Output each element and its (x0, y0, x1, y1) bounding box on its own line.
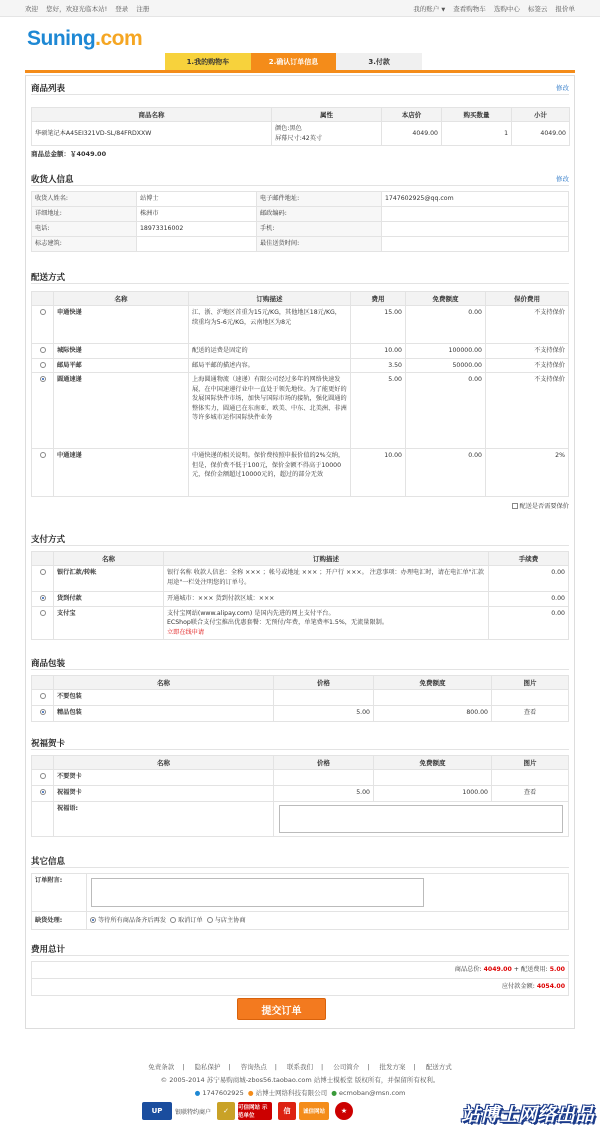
shipping-insure: 不支持保价 (486, 373, 569, 449)
shipping-table (31, 291, 569, 497)
shortage-radio[interactable] (207, 917, 213, 923)
shipping-title: 配送方式 (31, 272, 66, 283)
other-info-title: 其它信息 (31, 856, 66, 867)
product-attr: 屏幕尺寸:42英寸 (275, 134, 323, 142)
totals-table (31, 961, 569, 996)
field-label: 手机: (257, 222, 382, 237)
insure-label: 配送是否需要保价 (519, 503, 569, 510)
trust-badges (142, 1102, 353, 1120)
chevron-down-icon: ▼ (441, 6, 446, 13)
totals-line (32, 979, 569, 996)
col-header (32, 552, 54, 566)
site-logo[interactable] (27, 27, 142, 51)
table-row (32, 962, 569, 979)
shopping-center-link[interactable]: 选购中心 (493, 4, 520, 13)
field-label: 详细地址: (32, 207, 137, 222)
table-row[interactable] (32, 770, 569, 786)
product-total-value: ￥4049.00 (70, 150, 107, 158)
view-packaging-link[interactable]: 查看 (492, 706, 569, 722)
packaging-section (31, 656, 569, 722)
shortage-option-label: 与店主协商 (214, 916, 246, 924)
card-message-label: 祝福语: (54, 802, 274, 837)
field-value: 18973316002 (137, 222, 257, 237)
section-title (31, 172, 569, 186)
shipping-section (31, 270, 569, 510)
top-bar-right (407, 4, 575, 13)
card-title: 祝福贺卡 (31, 738, 66, 749)
consignee-table (31, 191, 569, 252)
field-label: 电话: (32, 222, 137, 237)
table-row (32, 874, 569, 912)
shipping-insure: 不支持保价 (486, 306, 569, 344)
shortage-radio[interactable] (170, 917, 176, 923)
amount-due-value: 4054.00 (536, 983, 565, 991)
register-link[interactable]: 注册 (136, 4, 150, 13)
copyright: © 2005-2014 苏宁易购商城-zbos56.taobao.com 站博士模板堂 版权所有，并保留所有权利。 (160, 1076, 440, 1084)
table-row[interactable] (32, 606, 569, 640)
payment-name: 货到付款 (54, 592, 164, 607)
table-row[interactable] (32, 566, 569, 592)
shipping-fee: 10.00 (351, 344, 406, 359)
product-list-section (31, 81, 569, 158)
table-row[interactable] (32, 358, 569, 373)
quote-link[interactable]: 报价单 (555, 4, 575, 13)
table-row (32, 237, 569, 252)
watermark: 站博士网络出品 (460, 1104, 594, 1126)
consignee-section (31, 172, 569, 252)
table-row[interactable] (32, 592, 569, 607)
shipping-insure: 不支持保价 (486, 344, 569, 359)
shortage-radio[interactable] (90, 917, 96, 923)
col-header: 价格 (274, 676, 374, 690)
badge-label: 可信网站 示范单位 (238, 1102, 272, 1120)
login-link[interactable]: 登录 (115, 4, 129, 13)
order-note-label: 订单附言: (32, 874, 87, 912)
table-row (32, 207, 569, 222)
shipping-fee-value: 5.00 (549, 966, 565, 974)
col-header: 免费额度 (374, 756, 492, 770)
field-value (382, 222, 569, 237)
field-label: 邮政编码: (257, 207, 382, 222)
col-header: 小计 (512, 108, 570, 122)
integrity-badge[interactable] (278, 1102, 329, 1120)
table-row[interactable] (32, 373, 569, 449)
product-table (31, 107, 570, 146)
table-row[interactable] (32, 690, 569, 706)
contact-qq: 1747602925 (202, 1089, 244, 1097)
field-value: 株洲市 (137, 207, 257, 222)
field-value: 1747602925@qq.com (382, 192, 569, 207)
shipping-fee: 15.00 (351, 306, 406, 344)
col-header: 名称 (54, 552, 164, 566)
col-header: 保价费用 (486, 292, 569, 306)
section-title (31, 656, 569, 670)
shipping-free: 100000.00 (406, 344, 486, 359)
logo-main: Suning (27, 27, 96, 50)
footer-link[interactable]: 隐私保护 (194, 1063, 221, 1071)
shipping-fee-label: + 配送费用: (511, 966, 550, 974)
packaging-name: 精品包装 (54, 706, 274, 722)
shipping-radio[interactable] (40, 347, 46, 353)
product-name-link[interactable]: 华硕笔记本A45EI321VD-SL/84FRDXXW (32, 122, 272, 146)
apply-online-link[interactable]: 立即在线申请 (167, 628, 205, 636)
goods-total-label: 商品总价: (454, 966, 484, 974)
product-qty: 1 (442, 122, 512, 146)
card-name: 祝福贺卡 (54, 786, 274, 802)
footer-link[interactable]: 批发方案 (379, 1063, 406, 1071)
shipping-fee: 3.50 (351, 358, 406, 373)
section-title (31, 532, 569, 546)
col-header: 免费额度 (374, 676, 492, 690)
shipping-insure: 2% (486, 449, 569, 497)
shortage-label: 缺货处理: (32, 912, 87, 930)
payment-fee: 0.00 (489, 606, 569, 640)
table-row[interactable] (32, 449, 569, 497)
table-row[interactable] (32, 306, 569, 344)
packaging-free: 800.00 (374, 706, 492, 722)
section-title (31, 270, 569, 284)
insure-option[interactable] (31, 501, 569, 510)
payment-table (31, 551, 569, 640)
shipping-free: 0.00 (406, 449, 486, 497)
shipping-radio[interactable] (40, 362, 46, 368)
view-card-link[interactable]: 查看 (492, 786, 569, 802)
col-header (32, 292, 54, 306)
packaging-radio[interactable] (40, 709, 46, 715)
packaging-table (31, 675, 569, 722)
card-message-input[interactable] (279, 805, 563, 833)
my-account-label: 我的账户 (413, 4, 440, 13)
table-header-row (32, 292, 569, 306)
payment-fee: 0.00 (489, 592, 569, 607)
shipping-name: 圆通速递 (54, 373, 189, 449)
contact-row (0, 1088, 600, 1097)
product-attrs (272, 122, 382, 146)
field-label: 标志建筑: (32, 237, 137, 252)
payment-desc-line: ECShop联合支付宝推出优惠套餐：无预付/年费，单笔费率1.5%，无流量限制。 (167, 619, 389, 626)
totals-title: 费用总计 (31, 944, 66, 955)
insure-checkbox[interactable] (512, 503, 518, 509)
field-value (382, 237, 569, 252)
col-header: 名称 (54, 756, 274, 770)
payment-name: 支付宝 (54, 606, 164, 640)
packaging-title: 商品包装 (31, 658, 66, 669)
table-row[interactable] (32, 786, 569, 802)
other-info-section (31, 854, 569, 930)
goods-total-value: 4049.00 (483, 966, 512, 974)
payment-desc: 银行名称 收款人信息：全称 ××× ；帐号或地址 ××× ；开户行 ×××。 注意事项：办理电汇时，请在电汇单"汇款用途"一栏处注明您的订单号。 (164, 566, 489, 592)
footer-links: 免责条款 | 隐私保护 | 咨询热点 | 联系我们 | 公司简介 | 批发方案 | 配送方式 (148, 1063, 452, 1071)
field-label: 收货人姓名: (32, 192, 137, 207)
shortage-option-label: 取消订单 (177, 916, 203, 924)
shipping-desc: 配送的运费是固定的 (189, 344, 351, 359)
edit-products-link[interactable]: 修改 (556, 84, 569, 92)
packaging-pic (492, 690, 569, 706)
table-row (32, 122, 570, 146)
badge-label: 银联特约商户 (175, 1108, 212, 1116)
col-header: 名称 (54, 292, 189, 306)
submit-order-button[interactable]: 提交订单 (237, 998, 326, 1020)
table-row (32, 192, 569, 207)
step-pay: 3.付款 (336, 53, 422, 70)
col-header: 价格 (274, 756, 374, 770)
field-value (382, 207, 569, 222)
section-title (31, 854, 569, 868)
shipping-radio[interactable] (40, 309, 46, 315)
shipping-desc: 上海圆通物流（速递）有限公司经过多年的网络快速发展，在中国速递行业中一直处于领先地位。为了能更好的发展国际快件市场，加快与国际市场的接轨，强化圆通的整体实力，圆通已在东南亚、欧美、中东、北美洲、非洲等许多城市运作国际快件业务 (189, 373, 351, 449)
footer-link[interactable]: 配送方式 (425, 1063, 452, 1071)
my-account-link[interactable] (413, 5, 445, 13)
payment-title: 支付方式 (31, 534, 66, 545)
shortage-options (87, 912, 569, 930)
col-header: 订购描述 (164, 552, 489, 566)
col-header: 手续费 (489, 552, 569, 566)
col-header: 订购描述 (189, 292, 351, 306)
card-price: 5.00 (274, 786, 374, 802)
section-title (31, 736, 569, 750)
col-header: 属性 (272, 108, 382, 122)
shipping-insure: 不支持保价 (486, 358, 569, 373)
shipping-name: 邮局平邮 (54, 358, 189, 373)
card-table (31, 755, 569, 837)
shipping-radio[interactable] (40, 452, 46, 458)
payment-desc (164, 606, 489, 640)
shipping-desc: 邮局平邮的描述内容。 (189, 358, 351, 373)
msn-icon: ● (331, 1089, 337, 1097)
table-row (32, 802, 569, 837)
table-row (32, 222, 569, 237)
payment-fee: 0.00 (489, 566, 569, 592)
footer-link[interactable]: 公司简介 (333, 1063, 360, 1071)
card-pic (492, 770, 569, 786)
top-bar (0, 0, 600, 17)
footer-link[interactable]: 联系我们 (287, 1063, 313, 1071)
footer (0, 1062, 600, 1097)
shipping-name: 申通快递 (54, 306, 189, 344)
packaging-name: 不要包装 (54, 690, 274, 706)
payment-radio[interactable] (40, 610, 46, 616)
col-header: 购买数量 (442, 108, 512, 122)
table-row[interactable] (32, 706, 569, 722)
col-header: 费用 (351, 292, 406, 306)
badge-label: 诚信网站 (299, 1102, 329, 1120)
totals-section (31, 942, 569, 996)
payment-desc-line: 支付宝网站(www.alipay.com) 是国内先进的网上支付平台。 (167, 609, 335, 617)
totals-line (32, 962, 569, 979)
header-divider (25, 70, 575, 73)
col-header (32, 676, 54, 690)
police-badge[interactable] (335, 1102, 353, 1120)
table-header-row (32, 108, 570, 122)
contact-email: ecmoban@msn.com (338, 1089, 406, 1097)
product-list-title: 商品列表 (31, 83, 66, 94)
packaging-price (274, 690, 374, 706)
footer-link[interactable]: 咨询热点 (240, 1063, 267, 1071)
product-price: 4049.00 (382, 122, 442, 146)
consignee-title: 收货人信息 (31, 174, 74, 185)
logo-suffix: .com (95, 27, 143, 50)
shipping-name: 中通速递 (54, 449, 189, 497)
edit-consignee-link[interactable]: 修改 (556, 175, 569, 183)
packaging-radio[interactable] (40, 693, 46, 699)
card-free: 1000.00 (374, 786, 492, 802)
card-free (374, 770, 492, 786)
product-subtotal: 4049.00 (512, 122, 570, 146)
shipping-free: 0.00 (406, 306, 486, 344)
shortage-option-label: 等待所有商品备齐后再发 (97, 916, 167, 924)
col-header: 本店价 (382, 108, 442, 122)
card-section (31, 736, 569, 837)
payment-name: 银行汇款/转帐 (54, 566, 164, 592)
contact-company: 站博士网络科技有限公司 (255, 1089, 328, 1097)
payment-radio[interactable] (40, 569, 46, 575)
col-header: 免费额度 (406, 292, 486, 306)
unionpay-badge[interactable] (142, 1102, 211, 1120)
product-total (31, 149, 569, 158)
packaging-free (374, 690, 492, 706)
card-radio[interactable] (40, 789, 46, 795)
field-label: 最佳送货时间: (257, 237, 382, 252)
table-header-row (32, 552, 569, 566)
col-header (32, 756, 54, 770)
product-total-label: 商品总金额： (31, 150, 70, 158)
col-header: 图片 (492, 676, 569, 690)
payment-desc: 开通城市：××× 货到付款区域：××× (164, 592, 489, 607)
shipping-desc: 中通快递的相关说明。保价费按照申报价值的2%交纳，但是，保价费不低于100元，保价金额不得高于10000元，保价金额超过10000元的，超过的部分无效 (189, 449, 351, 497)
checkout-panel (25, 75, 575, 1029)
card-price (274, 770, 374, 786)
checkout-steps (165, 53, 422, 70)
field-label: 电子邮件地址: (257, 192, 382, 207)
card-radio[interactable] (40, 773, 46, 779)
welcome-prefix: 欢迎 (25, 4, 38, 13)
field-value (137, 237, 257, 252)
integrity-icon: 信 (278, 1102, 296, 1120)
unionpay-icon: UP (142, 1102, 172, 1120)
footer-link[interactable]: 免责条款 (148, 1063, 175, 1071)
shipping-free: 0.00 (406, 373, 486, 449)
amount-due-label: 应付款金额: (501, 983, 537, 991)
payment-section (31, 532, 569, 640)
card-name: 不要贺卡 (54, 770, 274, 786)
shipping-radio[interactable] (40, 376, 46, 382)
trusted-site-icon: ✓ (217, 1102, 235, 1120)
col-header: 名称 (54, 676, 274, 690)
step-cart[interactable]: 1.我的购物车 (165, 53, 251, 70)
order-note-input[interactable] (91, 878, 424, 907)
step-confirm: 2.确认订单信息 (251, 53, 337, 70)
shipping-name: 城际快递 (54, 344, 189, 359)
packaging-price: 5.00 (274, 706, 374, 722)
product-attr: 颜色:黑色 (275, 125, 302, 132)
shipping-desc: 江、浙、沪地区首重为15元/KG，其他地区18元/KG，续重均为5-6元/KG，云南地区为8元 (189, 306, 351, 344)
other-info-table (31, 873, 569, 930)
section-title (31, 81, 569, 95)
table-row[interactable] (32, 344, 569, 359)
shipping-fee: 10.00 (351, 449, 406, 497)
wangwang-icon: ● (247, 1089, 254, 1097)
col-header: 图片 (492, 756, 569, 770)
table-row (32, 979, 569, 996)
shipping-fee: 5.00 (351, 373, 406, 449)
table-header-row (32, 676, 569, 690)
table-row (32, 912, 569, 930)
col-header: 商品名称 (32, 108, 272, 122)
shipping-free: 50000.00 (406, 358, 486, 373)
qq-icon: ● (194, 1089, 201, 1097)
field-value: 站博士 (137, 192, 257, 207)
section-title (31, 942, 569, 956)
tag-cloud-link[interactable]: 标签云 (527, 4, 548, 13)
welcome-text: 您好，欢迎光临本站! (46, 4, 108, 13)
payment-radio[interactable] (40, 595, 46, 601)
top-bar-left (25, 4, 155, 13)
table-header-row (32, 756, 569, 770)
view-cart-link[interactable]: 查看购物车 (453, 4, 486, 13)
police-icon: ★ (335, 1102, 353, 1120)
trusted-site-badge[interactable] (217, 1102, 272, 1120)
